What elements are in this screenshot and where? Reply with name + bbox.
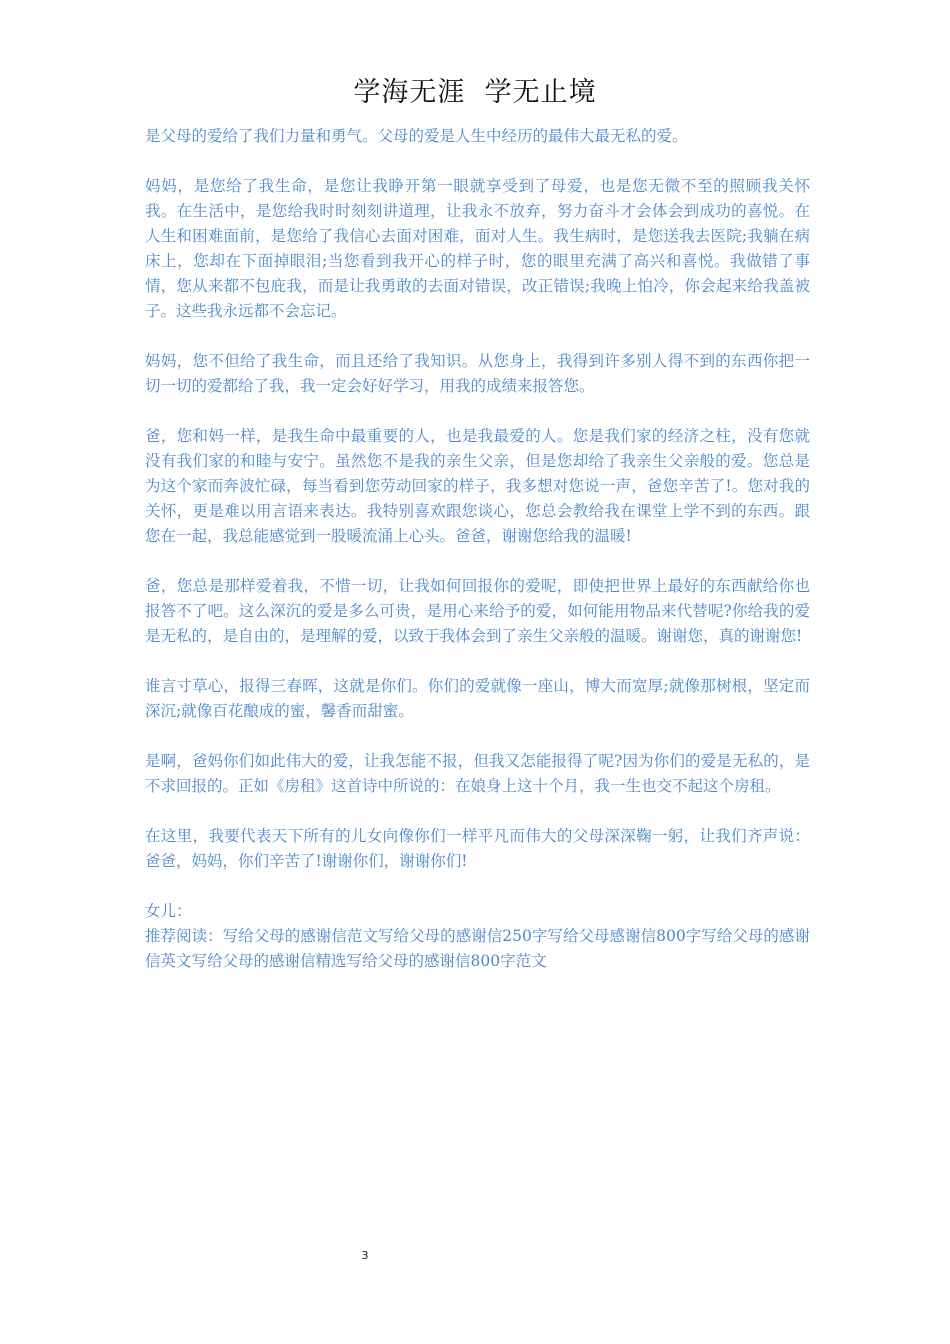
paragraph-repay: 是啊，爸妈你们如此伟大的爱，让我怎能不报，但我又怎能报得了呢?因为你们的爱是无私的，是不求回报的。正如《房租》这首诗中所说的：在娘身上这十个月，我一生也交不起这个房租。 [145,752,810,795]
paragraph-father-importance: 爸，您和妈一样，是我生命中最重要的人，也是我最爱的人。您是我们家的经济之柱，没有您就没有我们家的和睦与安宁。虽然您不是我的亲生父亲，但是您却给了我亲生父亲般的爱。您总是为这个家而奔波忙碌，每当看到您劳动回家的样子，我多想对您说一声，爸您辛苦了!。您对我的关怀，更是难以用言语来表达。我特别喜欢跟您谈心，您总会教给我在课堂上学不到的东西。跟您在一起，我总能感觉到一股暖流涌上心头。爸爸，谢谢您给我的温暖! [145,427,810,545]
paragraph-father-love: 爸，您总是那样爱着我，不惜一切，让我如何回报你的爱呢，即使把世界上最好的东西献给你也报答不了吧。这么深沉的爱是多么可贵，是用心来给予的爱，如何能用物品来代替呢?你给我的爱是无私的，是自由的，是理解的爱，以致于我体会到了亲生父亲般的温暖。谢谢您，真的谢谢您! [145,577,810,645]
page-header-title: 学海无涯 学无止境 [353,77,597,108]
signature: 女儿： [145,902,192,920]
paragraph-intro: 是父母的爱给了我们力量和勇气。父母的爱是人生中经历的最伟大最无私的爱。 [145,127,688,145]
paragraph-poem: 谁言寸草心，报得三春晖，这就是你们。你们的爱就像一座山，博大而宽厚;就像那树根，坚定而深沉;就像百花酿成的蜜，馨香而甜蜜。 [145,677,810,720]
paragraph-mother-care: 妈妈，是您给了我生命，是您让我睁开第一眼就享受到了母爱，也是您无微不至的照顾我关怀我。在生活中，是您给我时时刻刻讲道理，让我永不放弃，努力奋斗才会体会到成功的喜悦。在人生和困难面前，是您给了我信心去面对困难，面对人生。我生病时，是您送我去医院;我躺在病床上，您却在下面掉眼泪;当您看到我开心的样子时，您的眼里充满了高兴和喜悦。我做错了事情，您从来都不包庇我，而是让我勇敢的去面对错误，改正错误;我晚上怕冷，你会起来给我盖被子。这些我永远都不会忘记。 [145,177,810,320]
recommended-reading: 推荐阅读：写给父母的感谢信范文写给父母的感谢信250字写给父母感谢信800字写给父母的感谢信英文写给父母的感谢信精选写给父母的感谢信800字范文 [145,927,810,970]
paragraph-thanks: 在这里，我要代表天下所有的儿女向像你们一样平凡而伟大的父母深深鞠一躬，让我们齐声说：爸爸，妈妈，你们辛苦了!谢谢你们，谢谢你们! [145,827,810,870]
page-number: 3 [361,1249,369,1262]
paragraph-mother-knowledge: 妈妈，您不但给了我生命，而且还给了我知识。从您身上，我得到许多别人得不到的东西你把一切一切的爱都给了我，我一定会好好学习，用我的成绩来报答您。 [145,352,810,395]
letter-body [145,124,810,974]
